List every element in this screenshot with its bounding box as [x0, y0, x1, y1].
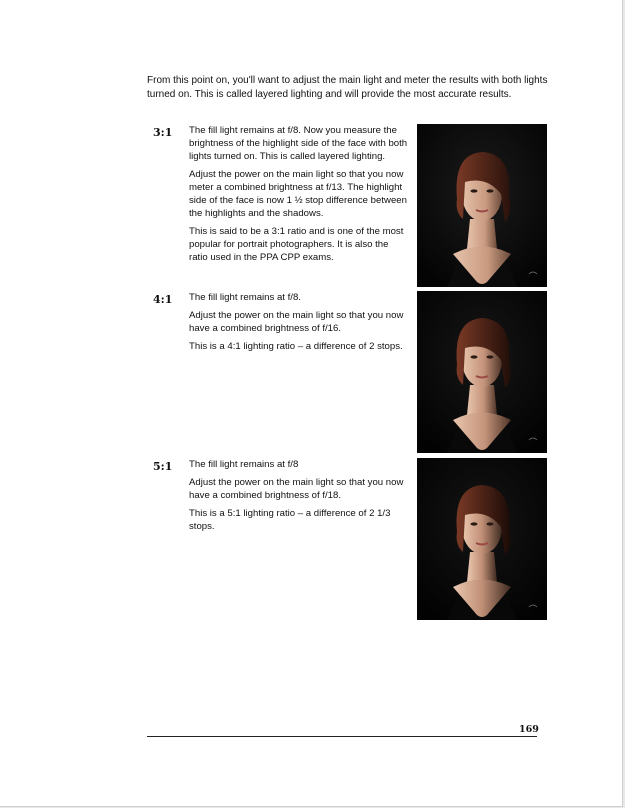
- description-paragraph: This is a 5:1 lighting ratio – a difference of 2 1/3 stops.: [189, 508, 391, 532]
- description-paragraph: The fill light remains at f/8: [189, 459, 299, 470]
- description-paragraph: Adjust the power on the main light so that you now have a combined brightness of f/16.: [189, 310, 404, 334]
- page-number: 169: [519, 724, 539, 735]
- description-paragraph: The fill light remains at f/8.: [189, 292, 301, 303]
- mannequin-portrait-illustration: [417, 124, 547, 287]
- ratio-description: [189, 124, 409, 269]
- ratio-label: 4:1: [153, 293, 173, 306]
- portrait-photo: [417, 124, 547, 287]
- intro-paragraph: From this point on, you'll want to adjust the main light and meter the results with both lights turned on. This is called layered lighting and will provide the most accurate results.: [147, 75, 548, 100]
- description-paragraph: This is said to be a 3:1 ratio and is one of the most popular for portrait photographers. It is also the ratio used in the PPA CPP exams.: [189, 226, 404, 263]
- footer-rule: [147, 736, 537, 737]
- ratio-description: [189, 291, 409, 358]
- ratio-label: 5:1: [153, 460, 173, 473]
- ratio-label: 3:1: [153, 126, 173, 139]
- description-paragraph: Adjust the power on the main light so that you now meter a combined brightness at f/13. The highlight side of the face is now 1 ½ stop difference between the highlights and the shadows.: [189, 169, 407, 219]
- description-paragraph: Adjust the power on the main light so that you now have a combined brightness of f/18.: [189, 477, 404, 501]
- portrait-photo: [417, 458, 547, 620]
- description-paragraph: The fill light remains at f/8. Now you measure the brightness of the highlight side of the face with both lights turned on. This is called layered lighting.: [189, 125, 408, 162]
- ratio-description: [189, 458, 409, 538]
- description-paragraph: This is a 4:1 lighting ratio – a difference of 2 stops.: [189, 341, 403, 352]
- portrait-photo: [417, 291, 547, 453]
- mannequin-portrait-illustration: [417, 291, 547, 453]
- mannequin-portrait-illustration: [417, 458, 547, 620]
